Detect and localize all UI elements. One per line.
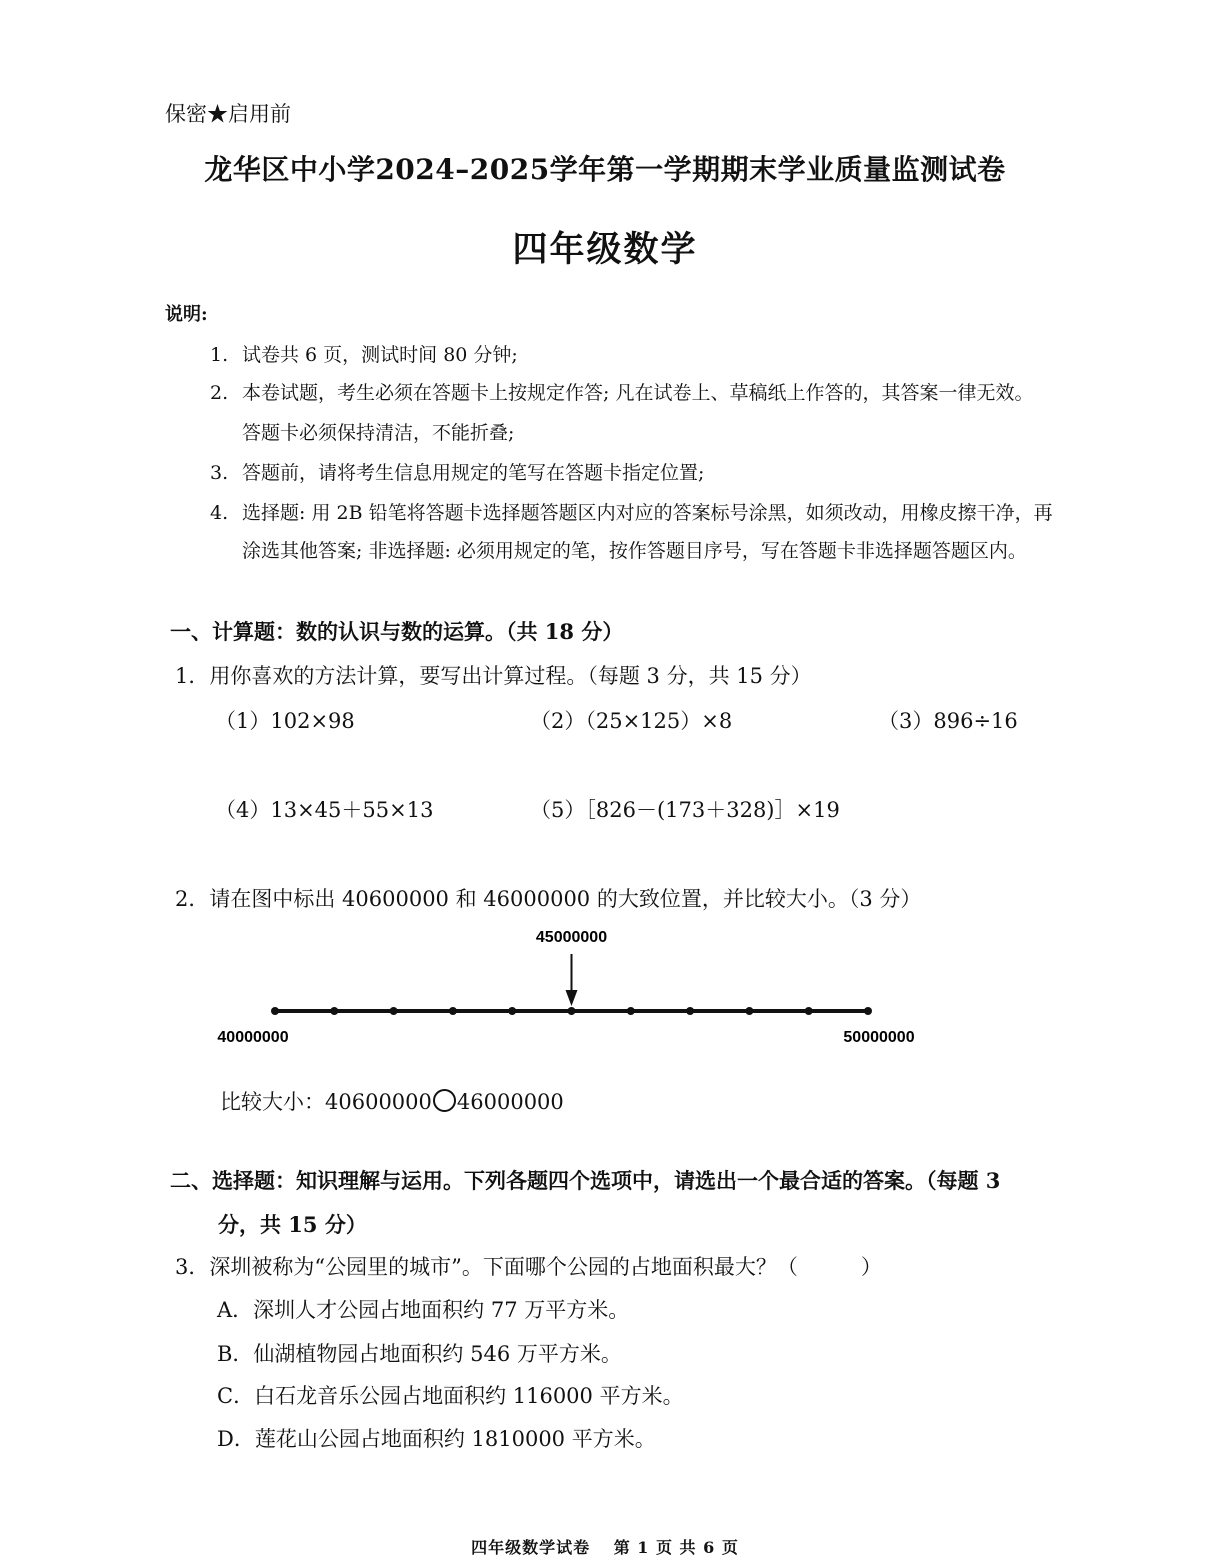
instruction-number: 3. [210,462,229,484]
confidential-label: 保密★启用前 [165,102,291,126]
number-line-tick [805,1007,813,1015]
number-line-tick [864,1007,872,1015]
option-a: A．深圳人才公园占地面积约 77 万平方米。 [217,1298,630,1322]
instruction-text: 本卷试题，考生必须在答题卡上按规定作答; 凡在试卷上、草稿纸上作答的，其答案一律无效。 [242,382,1034,404]
option-d: D．莲花山公园占地面积约 1810000 平方米。 [217,1427,656,1451]
number-line-tick [271,1007,279,1015]
number-line-tick [686,1007,694,1015]
page-footer: 四年级数学试卷 第 1 页 共 6 页 [471,1538,739,1557]
number-line-tick [627,1007,635,1015]
instruction-text: 选择题: 用 2B 铅笔将答题卡选择题答题区内对应的答案标号涂黑，如须改动，用橡皮擦干净，再 [242,502,1053,524]
instruction-number: 2. [210,382,229,404]
section-1-title: 一、计算题：数的认识与数的运算。（共 18 分） [170,619,624,644]
compare-left-value: 40600000 [325,1090,432,1114]
number-line-tick [330,1007,338,1015]
number-line-start-label: 40000000 [217,1029,289,1046]
number-line-tick [568,1007,576,1015]
number-line-tick [449,1007,457,1015]
compare-right-value: 46000000 [456,1090,564,1114]
number-line-marker-label: 45000000 [535,929,608,946]
number-line-end-label: 50000000 [843,1029,915,1046]
option-c: C．白石龙音乐公园占地面积约 116000 平方米。 [217,1384,684,1408]
instruction-number: 1. [210,344,229,366]
calc-expression-1: （1）102×98 [215,709,355,733]
number-line-tick [390,1007,398,1015]
instruction-item [210,340,518,367]
number-line [0,920,1210,1050]
instruction-item [210,458,704,485]
section-2-title-continued: 分，共 15 分） [218,1212,367,1237]
section-2-title: 二、选择题：知识理解与运用。下列各题四个选项中，请选出一个最合适的答案。（每题 3 [170,1168,1001,1193]
instructions-title: 说明: [165,304,208,325]
option-b: B．仙湖植物园占地面积约 546 万平方米。 [217,1342,622,1366]
instruction-text: 答题前，请将考生信息用规定的笔写在答题卡指定位置; [242,462,705,484]
number-line-tick [745,1007,753,1015]
instruction-number: 4. [210,502,229,524]
instruction-item [210,378,1033,405]
compare-answer-circle[interactable] [433,1089,456,1112]
instruction-continuation: 答题卡必须保持清洁，不能折叠; [242,422,515,444]
instruction-item [210,498,1053,525]
instruction-text: 试卷共 6 页，测试时间 80 分钟; [242,344,518,366]
calc-expression-3: （3）896÷16 [878,709,1018,733]
number-line-tick [508,1007,516,1015]
calc-expression-4: （4）13×45＋55×13 [215,798,434,822]
question-2: 2．请在图中标出 40600000 和 46000000 的大致位置，并比较大小。（3 分） [175,887,922,911]
calc-expression-5: （5）［826－(173＋328)］×19 [530,798,840,822]
calc-expression-2: （2）（25×125）×8 [530,709,733,733]
question-1: 1．用你喜欢的方法计算，要写出计算过程。（每题 3 分，共 15 分） [175,664,812,688]
compare-prefix: 比较大小： [220,1090,325,1114]
exam-subtitle: 四年级数学 [512,229,698,270]
number-line-arrowhead [566,990,578,1006]
compare-line [220,1086,564,1116]
question-3: 3．深圳被称为“公园里的城市”。下面哪个公园的占地面积最大？（ ） [175,1255,882,1279]
instruction-continuation: 涂选其他答案; 非选择题: 必须用规定的笔，按作答题目序号，写在答题卡非选择题答题区内。 [242,540,1027,562]
exam-title: 龙华区中小学2024–2025学年第一学期期末学业质量监测试卷 [204,153,1006,186]
